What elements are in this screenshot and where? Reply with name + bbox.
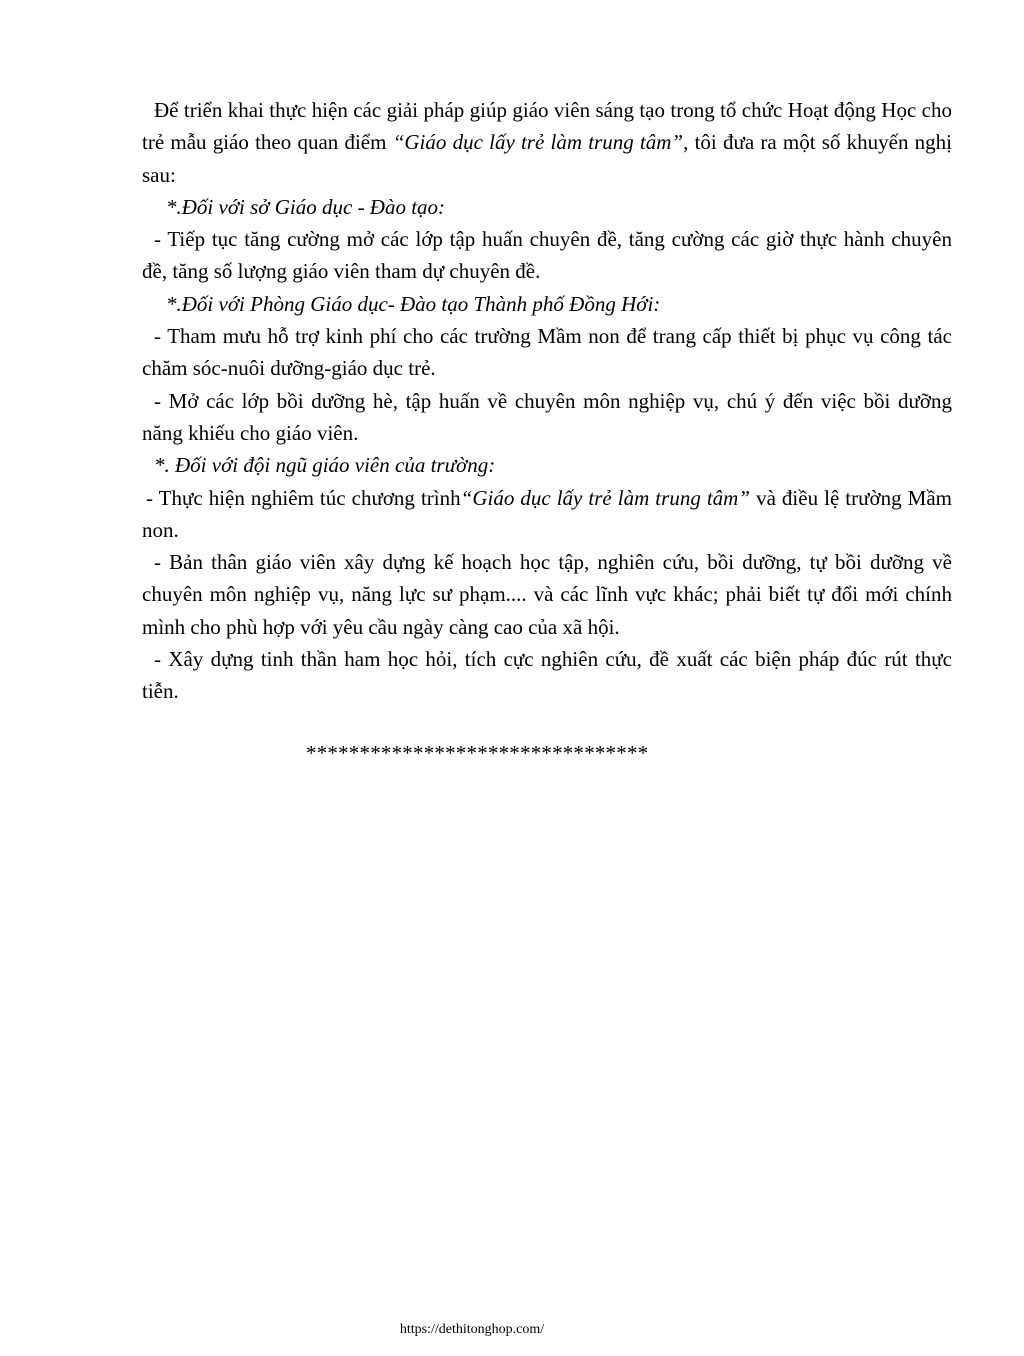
document-body: [142, 94, 952, 708]
section-item-teachers-1: [142, 482, 952, 547]
section-item-department-1: - Tiếp tục tăng cường mở các lớp tập huấn chuyên đề, tăng cường các giờ thực hành chuyên đề, tăng số lượng giáo viên tham dự chuyên đề.: [142, 227, 952, 284]
section-separator: ********************************: [306, 741, 649, 765]
intro-text-after: , tôi đưa ra một số khuyến nghị sau:: [142, 130, 952, 187]
footer-url: https://dethitonghop.com/: [399, 1322, 545, 1337]
section-heading-department: *.Đối với sở Giáo dục - Đào tạo:: [166, 194, 446, 219]
teachers-item-text-after: và điều lệ trường Mầm non.: [142, 485, 952, 542]
intro-quote: “Giáo dục lấy trẻ làm trung tâm”: [392, 130, 684, 155]
section-heading-teachers: *. Đối với đội ngũ giáo viên của trường:: [154, 453, 496, 478]
section-item-office-1: - Tham mưu hỗ trợ kinh phí cho các trường Mầm non để trang cấp thiết bị phục vụ công tác chăm sóc-nuôi dưỡng-giáo dục trẻ.: [142, 324, 952, 381]
section-item-teachers-2: - Bản thân giáo viên xây dựng kế hoạch học tập, nghiên cứu, bồi dưỡng, tự bồi dưỡng về chuyên môn nghiệp vụ, năng lực sư phạm.... và các lĩnh vực khác; phải biết tự đổi mới chính mình cho phù hợp với yêu cầu ngày càng cao của xã hội.: [142, 550, 952, 639]
teachers-item-quote: “Giáo dục lấy trẻ làm trung tâm”: [460, 485, 751, 510]
intro-paragraph: [142, 94, 952, 191]
teachers-item-text-before: - Thực hiện nghiêm túc chương trình: [146, 485, 461, 510]
section-item-teachers-3: - Xây dựng tinh thần ham học hỏi, tích cực nghiên cứu, đề xuất các biện pháp đúc rút thực tiễn.: [142, 647, 952, 704]
section-heading-office: *.Đối với Phòng Giáo dục- Đào tạo Thành phố Đồng Hới:: [166, 291, 661, 316]
intro-text-before: Để triển khai thực hiện các giải pháp giúp giáo viên sáng tạo trong tổ chức Hoạt động Học cho trẻ mẫu giáo theo quan điểm: [142, 98, 952, 155]
section-item-office-2: - Mở các lớp bồi dưỡng hè, tập huấn về chuyên môn nghiệp vụ, chú ý đến việc bồi dưỡng năng khiếu cho giáo viên.: [142, 388, 952, 445]
